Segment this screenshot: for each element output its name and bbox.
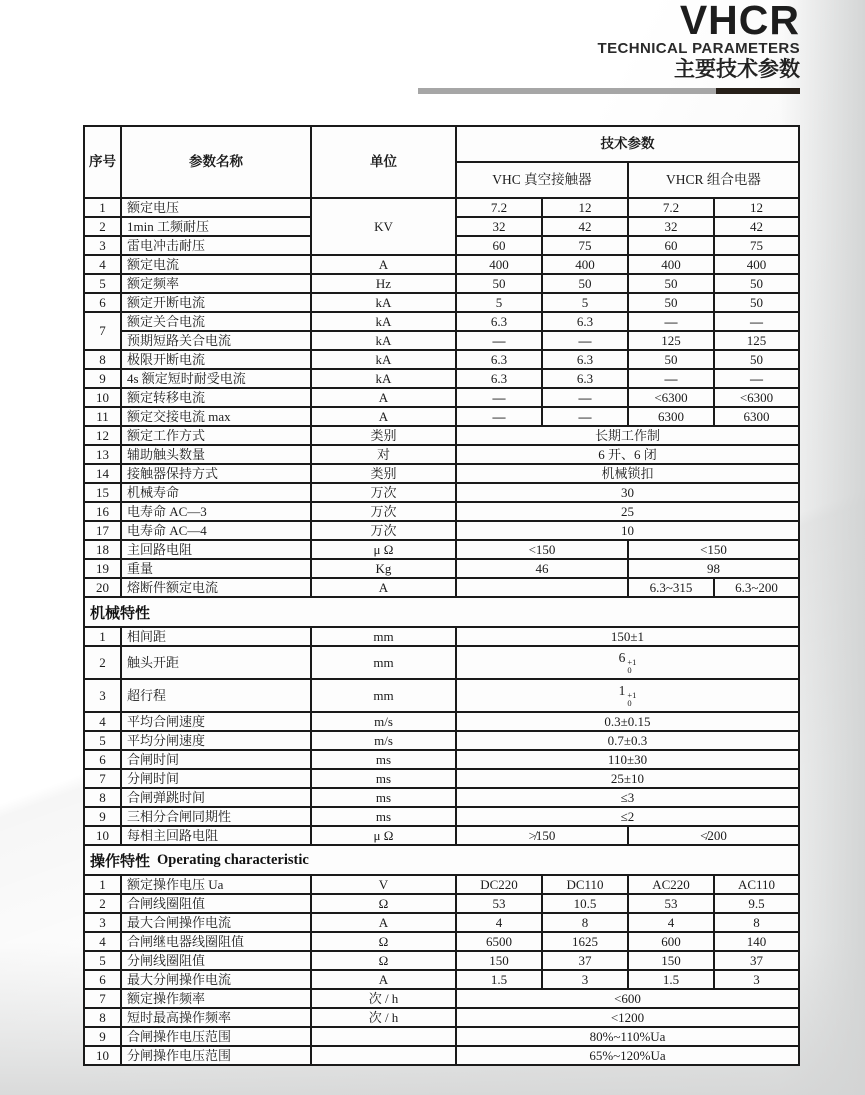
tolerance-base: 6 bbox=[618, 650, 626, 665]
value-cell: 6 bbox=[84, 293, 121, 312]
page-header bbox=[380, 0, 800, 94]
value-cell: 50 bbox=[714, 293, 799, 312]
value-cell: 4 bbox=[84, 932, 121, 951]
value-cell: 46 bbox=[456, 559, 628, 578]
table-row bbox=[84, 646, 799, 679]
value-cell: 5 bbox=[84, 951, 121, 970]
section-label-text: 机械特性 bbox=[90, 604, 151, 622]
param-name-cell: 雷电冲击耐压 bbox=[121, 236, 311, 255]
value-cell: <6300 bbox=[628, 388, 714, 407]
value-cell: 0.3±0.15 bbox=[456, 712, 799, 731]
value-cell: ms bbox=[311, 788, 456, 807]
value-cell: 1 bbox=[84, 198, 121, 217]
param-name-cell: 接触器保持方式 bbox=[121, 464, 311, 483]
value-cell: 2 bbox=[84, 894, 121, 913]
param-name-cell: 1min 工频耐压 bbox=[121, 217, 311, 236]
value-cell: — bbox=[456, 388, 542, 407]
value-cell: 6.3 bbox=[456, 369, 542, 388]
value-cell: 400 bbox=[714, 255, 799, 274]
param-name-cell: 辅助触头数量 bbox=[121, 445, 311, 464]
section-label-text: 操作特性 bbox=[90, 852, 151, 870]
value-cell: 3 bbox=[84, 679, 121, 712]
value-cell: — bbox=[542, 331, 628, 350]
param-name-cell: 额定频率 bbox=[121, 274, 311, 293]
value-cell: 万次 bbox=[311, 483, 456, 502]
value-cell: 400 bbox=[456, 255, 542, 274]
value-cell: 0.7±0.3 bbox=[456, 731, 799, 750]
value-cell: 5 bbox=[456, 293, 542, 312]
param-name-cell: 额定关合电流 bbox=[121, 312, 311, 331]
value-cell: 32 bbox=[456, 217, 542, 236]
value-cell: mm bbox=[311, 627, 456, 646]
value-cell: 9 bbox=[84, 807, 121, 826]
param-name-cell: 合闸弹跳时间 bbox=[121, 788, 311, 807]
value-cell: A bbox=[311, 970, 456, 989]
table-row bbox=[84, 1027, 799, 1046]
table-row bbox=[84, 970, 799, 989]
value-cell: Ω bbox=[311, 894, 456, 913]
header-rule bbox=[418, 88, 800, 94]
value-cell: kA bbox=[311, 331, 456, 350]
table-row bbox=[84, 407, 799, 426]
table-row bbox=[84, 731, 799, 750]
value-cell: 万次 bbox=[311, 502, 456, 521]
main-parameters-table bbox=[83, 125, 800, 598]
value-cell: A bbox=[311, 913, 456, 932]
param-name-cell: 额定工作方式 bbox=[121, 426, 311, 445]
col-header-name: 参数名称 bbox=[121, 126, 311, 198]
table-row bbox=[84, 540, 799, 559]
value-cell: kA bbox=[311, 350, 456, 369]
value-cell: 32 bbox=[628, 217, 714, 236]
param-name-cell: 电寿命 AC—3 bbox=[121, 502, 311, 521]
value-cell: 9.5 bbox=[714, 894, 799, 913]
value-cell: — bbox=[714, 312, 799, 331]
table-row bbox=[84, 483, 799, 502]
value-cell: 50 bbox=[628, 274, 714, 293]
table-row bbox=[84, 679, 799, 712]
table-row bbox=[84, 255, 799, 274]
value-cell bbox=[311, 1027, 456, 1046]
value-cell: V bbox=[311, 875, 456, 894]
col-header-vhc: VHC 真空接触器 bbox=[456, 162, 628, 198]
tolerance-stack: +1 0 bbox=[627, 690, 637, 708]
value-cell: 次 / h bbox=[311, 989, 456, 1008]
value-cell: 7 bbox=[84, 769, 121, 788]
table-row bbox=[84, 769, 799, 788]
param-name-cell: 平均分闸速度 bbox=[121, 731, 311, 750]
value-cell: 万次 bbox=[311, 521, 456, 540]
value-cell: 1.5 bbox=[628, 970, 714, 989]
table-row bbox=[84, 293, 799, 312]
value-cell: 机械锁扣 bbox=[456, 464, 799, 483]
table-row bbox=[84, 807, 799, 826]
value-cell: 5 bbox=[84, 274, 121, 293]
value-cell: 7.2 bbox=[628, 198, 714, 217]
param-name-cell: 合闸时间 bbox=[121, 750, 311, 769]
value-cell: 4 bbox=[84, 712, 121, 731]
value-cell: 65%~120%Ua bbox=[456, 1046, 799, 1065]
value-cell: 4 bbox=[84, 255, 121, 274]
value-cell: 9 bbox=[84, 369, 121, 388]
value-cell: 6.3~315 bbox=[628, 578, 714, 597]
param-name-cell: 额定操作电压 Ua bbox=[121, 875, 311, 894]
param-name-cell: 触头开距 bbox=[121, 646, 311, 679]
value-cell: 10 bbox=[456, 521, 799, 540]
value-cell: 53 bbox=[628, 894, 714, 913]
operating-characteristics-table bbox=[83, 874, 800, 1066]
value-cell: Ω bbox=[311, 932, 456, 951]
value-cell: 16 bbox=[84, 502, 121, 521]
param-name-cell: 平均合闸速度 bbox=[121, 712, 311, 731]
value-cell: 13 bbox=[84, 445, 121, 464]
value-cell: ≤3 bbox=[456, 788, 799, 807]
value-cell: 12 bbox=[714, 198, 799, 217]
value-cell: 6 bbox=[84, 750, 121, 769]
param-name-cell: 4s 额定短时耐受电流 bbox=[121, 369, 311, 388]
value-cell: 1.5 bbox=[456, 970, 542, 989]
section-label-text-en: Operating characteristic bbox=[157, 851, 309, 868]
value-cell: DC220 bbox=[456, 875, 542, 894]
value-cell: 8 bbox=[714, 913, 799, 932]
col-header-tech-params: 技术参数 bbox=[456, 126, 799, 162]
value-cell: 2 bbox=[84, 646, 121, 679]
value-cell: ms bbox=[311, 807, 456, 826]
mechanical-characteristics-table bbox=[83, 626, 800, 846]
value-cell: 140 bbox=[714, 932, 799, 951]
value-cell: 6500 bbox=[456, 932, 542, 951]
value-cell: 4 bbox=[628, 913, 714, 932]
value-cell: 7.2 bbox=[456, 198, 542, 217]
col-header-unit: 单位 bbox=[311, 126, 456, 198]
value-cell: 6.3 bbox=[456, 312, 542, 331]
value-cell: 8 bbox=[542, 913, 628, 932]
param-name-cell: 极限开断电流 bbox=[121, 350, 311, 369]
table-row bbox=[84, 932, 799, 951]
param-name-cell: 额定开断电流 bbox=[121, 293, 311, 312]
table-row bbox=[84, 369, 799, 388]
table-row bbox=[84, 464, 799, 483]
subtitle-zh: 主要技术参数 bbox=[674, 58, 800, 81]
value-cell: 60 bbox=[628, 236, 714, 255]
value-cell: μ Ω bbox=[311, 826, 456, 845]
table-row bbox=[84, 826, 799, 845]
table-row bbox=[84, 331, 799, 350]
value-cell: 80%~110%Ua bbox=[456, 1027, 799, 1046]
value-cell: A bbox=[311, 407, 456, 426]
value-cell: 6300 bbox=[628, 407, 714, 426]
table-row bbox=[84, 426, 799, 445]
value-cell: 98 bbox=[628, 559, 799, 578]
param-name-cell: 额定操作频率 bbox=[121, 989, 311, 1008]
value-cell: 类别 bbox=[311, 464, 456, 483]
value-cell: 150 bbox=[628, 951, 714, 970]
table-row bbox=[84, 198, 799, 217]
value-cell: 42 bbox=[542, 217, 628, 236]
value-cell: 60 bbox=[456, 236, 542, 255]
value-cell: 6300 bbox=[714, 407, 799, 426]
value-cell: 150±1 bbox=[456, 627, 799, 646]
value-cell: 25 bbox=[456, 502, 799, 521]
value-cell: 次 / h bbox=[311, 1008, 456, 1027]
param-name-cell: 分闸线圈阻值 bbox=[121, 951, 311, 970]
value-cell: 类别 bbox=[311, 426, 456, 445]
value-cell: 400 bbox=[628, 255, 714, 274]
value-cell: 75 bbox=[714, 236, 799, 255]
value-cell: 8 bbox=[84, 1008, 121, 1027]
value-cell: kA bbox=[311, 293, 456, 312]
param-name-cell: 相间距 bbox=[121, 627, 311, 646]
table-row bbox=[84, 521, 799, 540]
section-mechanical-label bbox=[83, 598, 800, 626]
table-row bbox=[84, 951, 799, 970]
value-cell: 10.5 bbox=[542, 894, 628, 913]
value-cell: m/s bbox=[311, 731, 456, 750]
value-cell: DC110 bbox=[542, 875, 628, 894]
value-cell: KV bbox=[311, 198, 456, 255]
value-cell: 50 bbox=[628, 350, 714, 369]
value-cell: 50 bbox=[714, 350, 799, 369]
value-cell: AC110 bbox=[714, 875, 799, 894]
param-name-cell: 分闸操作电压范围 bbox=[121, 1046, 311, 1065]
value-cell: 37 bbox=[714, 951, 799, 970]
table-row bbox=[84, 502, 799, 521]
value-cell: 14 bbox=[84, 464, 121, 483]
value-cell bbox=[311, 1046, 456, 1065]
tolerance-base: 1 bbox=[618, 683, 626, 698]
value-cell: 3 bbox=[84, 913, 121, 932]
value-cell: 125 bbox=[714, 331, 799, 350]
param-name-cell: 超行程 bbox=[121, 679, 311, 712]
value-cell: 42 bbox=[714, 217, 799, 236]
value-cell: 150 bbox=[456, 951, 542, 970]
value-cell: kA bbox=[311, 312, 456, 331]
table-row bbox=[84, 126, 799, 162]
value-cell: <150 bbox=[628, 540, 799, 559]
param-name-cell: 额定电流 bbox=[121, 255, 311, 274]
table-row bbox=[84, 1008, 799, 1027]
value-cell: ≯150 bbox=[456, 826, 628, 845]
parameters-frame bbox=[83, 125, 800, 1066]
value-cell: 17 bbox=[84, 521, 121, 540]
value-cell: 6.3~200 bbox=[714, 578, 799, 597]
value-cell: 12 bbox=[84, 426, 121, 445]
param-name-cell: 机械寿命 bbox=[121, 483, 311, 502]
value-cell: <1200 bbox=[456, 1008, 799, 1027]
table-row bbox=[84, 627, 799, 646]
value-cell: 7 bbox=[84, 989, 121, 1008]
value-cell: 6 bbox=[84, 970, 121, 989]
value-cell: — bbox=[628, 369, 714, 388]
param-name-cell: 短时最高操作频率 bbox=[121, 1008, 311, 1027]
value-cell: 110±30 bbox=[456, 750, 799, 769]
value-cell: 6 开、6 闭 bbox=[456, 445, 799, 464]
value-cell: <150 bbox=[456, 540, 628, 559]
value-cell: 长期工作制 bbox=[456, 426, 799, 445]
value-cell: — bbox=[628, 312, 714, 331]
tolerance-stack: +1 0 bbox=[627, 657, 637, 675]
param-name-cell: 电寿命 AC—4 bbox=[121, 521, 311, 540]
param-name-cell: 分闸时间 bbox=[121, 769, 311, 788]
value-cell: kA bbox=[311, 369, 456, 388]
value-cell: <600 bbox=[456, 989, 799, 1008]
value-cell: 9 bbox=[84, 1027, 121, 1046]
section-operating-label bbox=[83, 846, 800, 874]
value-cell bbox=[456, 578, 628, 597]
param-name-cell: 熔断件额定电流 bbox=[121, 578, 311, 597]
value-cell: A bbox=[311, 255, 456, 274]
value-cell: 6.3 bbox=[456, 350, 542, 369]
value-cell: — bbox=[456, 407, 542, 426]
rule-dark-segment bbox=[716, 88, 800, 94]
param-name-cell: 每相主回路电阻 bbox=[121, 826, 311, 845]
table-row bbox=[84, 312, 799, 331]
value-cell: 3 bbox=[714, 970, 799, 989]
value-cell: 10 bbox=[84, 1046, 121, 1065]
value-cell: 5 bbox=[542, 293, 628, 312]
value-cell: 50 bbox=[542, 274, 628, 293]
value-cell: ≮200 bbox=[628, 826, 799, 845]
table-row bbox=[84, 578, 799, 597]
value-cell: 30 bbox=[456, 483, 799, 502]
table-row bbox=[84, 350, 799, 369]
param-name-cell: 主回路电阻 bbox=[121, 540, 311, 559]
value-cell: 19 bbox=[84, 559, 121, 578]
col-header-no: 序号 bbox=[84, 126, 121, 198]
value-cell: 5 bbox=[84, 731, 121, 750]
value-cell: m/s bbox=[311, 712, 456, 731]
value-cell: — bbox=[456, 331, 542, 350]
value-cell: ≤2 bbox=[456, 807, 799, 826]
value-cell: 37 bbox=[542, 951, 628, 970]
table-row bbox=[84, 388, 799, 407]
value-cell bbox=[456, 646, 799, 679]
value-cell: 6.3 bbox=[542, 369, 628, 388]
value-cell: A bbox=[311, 578, 456, 597]
param-name-cell: 合闸线圈阻值 bbox=[121, 894, 311, 913]
value-cell: 12 bbox=[542, 198, 628, 217]
table-row bbox=[84, 445, 799, 464]
value-cell: <6300 bbox=[714, 388, 799, 407]
value-cell: 8 bbox=[84, 788, 121, 807]
rule-gray-segment bbox=[418, 88, 716, 94]
subtitle-en: TECHNICAL PARAMETERS bbox=[597, 40, 800, 57]
param-name-cell: 预期短路关合电流 bbox=[121, 331, 311, 350]
value-cell: 50 bbox=[628, 293, 714, 312]
value-cell: ms bbox=[311, 750, 456, 769]
product-title: VHCR bbox=[679, 0, 800, 43]
value-cell: 6.3 bbox=[542, 350, 628, 369]
table-row bbox=[84, 913, 799, 932]
value-cell: 2 bbox=[84, 217, 121, 236]
value-cell: AC220 bbox=[628, 875, 714, 894]
value-cell: μ Ω bbox=[311, 540, 456, 559]
param-name-cell: 最大合闸操作电流 bbox=[121, 913, 311, 932]
value-cell: 50 bbox=[456, 274, 542, 293]
param-name-cell: 合闸继电器线圈阻值 bbox=[121, 932, 311, 951]
table-row bbox=[84, 894, 799, 913]
value-cell: 600 bbox=[628, 932, 714, 951]
value-cell: 400 bbox=[542, 255, 628, 274]
value-cell bbox=[456, 679, 799, 712]
table-row bbox=[84, 788, 799, 807]
value-cell: Ω bbox=[311, 951, 456, 970]
value-cell: 1 bbox=[84, 875, 121, 894]
value-cell: 18 bbox=[84, 540, 121, 559]
param-name-cell: 三相分合闸同期性 bbox=[121, 807, 311, 826]
value-cell: 1625 bbox=[542, 932, 628, 951]
table-row bbox=[84, 989, 799, 1008]
param-name-cell: 重量 bbox=[121, 559, 311, 578]
value-cell: 3 bbox=[542, 970, 628, 989]
table-row bbox=[84, 712, 799, 731]
table-row bbox=[84, 559, 799, 578]
value-cell: Hz bbox=[311, 274, 456, 293]
value-cell: 50 bbox=[714, 274, 799, 293]
value-cell: 10 bbox=[84, 388, 121, 407]
value-cell: 53 bbox=[456, 894, 542, 913]
value-cell: 4 bbox=[456, 913, 542, 932]
value-cell: 1 bbox=[84, 627, 121, 646]
table-row bbox=[84, 274, 799, 293]
param-name-cell: 额定转移电流 bbox=[121, 388, 311, 407]
table-row bbox=[84, 875, 799, 894]
value-cell: 75 bbox=[542, 236, 628, 255]
value-cell: — bbox=[542, 388, 628, 407]
value-cell: — bbox=[714, 369, 799, 388]
value-cell: 6.3 bbox=[542, 312, 628, 331]
value-cell: 7 bbox=[84, 312, 121, 350]
value-cell: 25±10 bbox=[456, 769, 799, 788]
value-cell: — bbox=[542, 407, 628, 426]
table-row bbox=[84, 1046, 799, 1065]
value-cell: 对 bbox=[311, 445, 456, 464]
param-name-cell: 最大分闸操作电流 bbox=[121, 970, 311, 989]
value-cell: 20 bbox=[84, 578, 121, 597]
col-header-vhcr: VHCR 组合电器 bbox=[628, 162, 799, 198]
value-cell: 3 bbox=[84, 236, 121, 255]
value-cell: ms bbox=[311, 769, 456, 788]
value-cell: mm bbox=[311, 679, 456, 712]
value-cell: 8 bbox=[84, 350, 121, 369]
table-row bbox=[84, 750, 799, 769]
value-cell: 15 bbox=[84, 483, 121, 502]
value-cell: 11 bbox=[84, 407, 121, 426]
value-cell: 125 bbox=[628, 331, 714, 350]
value-cell: A bbox=[311, 388, 456, 407]
param-name-cell: 合闸操作电压范围 bbox=[121, 1027, 311, 1046]
value-cell: Kg bbox=[311, 559, 456, 578]
param-name-cell: 额定电压 bbox=[121, 198, 311, 217]
value-cell: mm bbox=[311, 646, 456, 679]
param-name-cell: 额定交接电流 max bbox=[121, 407, 311, 426]
value-cell: 10 bbox=[84, 826, 121, 845]
